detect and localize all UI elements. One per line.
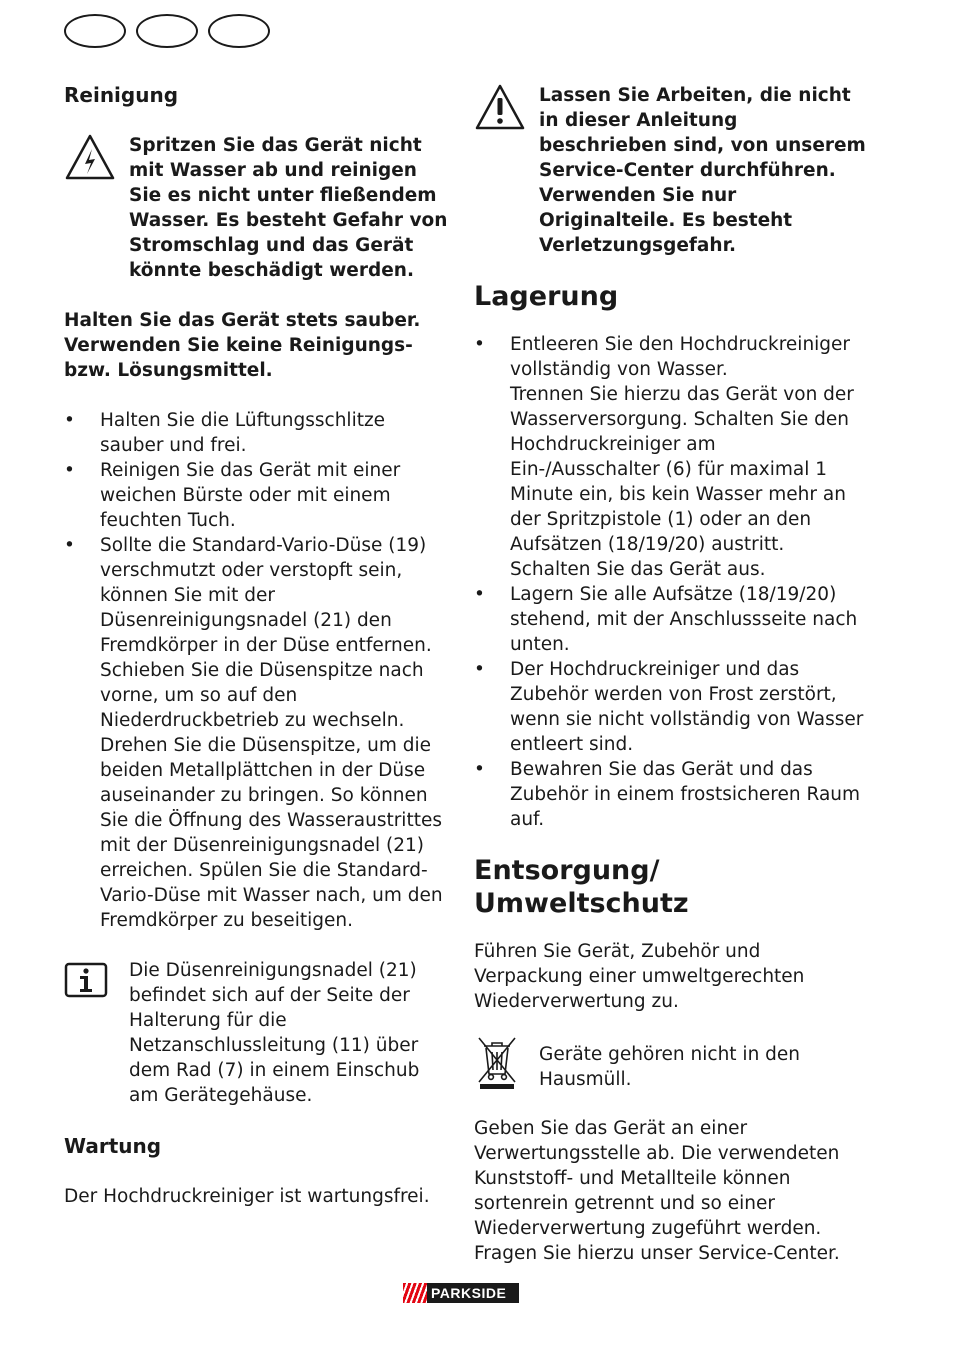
disposal-heading-line: Entsorgung/ [474,855,660,886]
bullet: • [474,659,485,680]
weee-note [474,1032,866,1092]
info-note-text: Die Düsenreinigungsnadel (21) befindet sich auf der Seite der Halterung für die Netzanschlussleitung (11) über dem Rad (7) in einem Einschub am Gerätegehäuse. [129,960,420,1106]
parkside-logo [403,1283,519,1303]
list-item-text: Entleeren Sie den Hochdruckreiniger vollständig von Wasser. [510,334,851,380]
list-item [474,757,866,832]
bullet: • [64,460,75,481]
service-warning [474,83,866,258]
list-item-text: Trennen Sie hierzu das Gerät von der Wasserversorgung. Schalten Sie den Hochdruckreiniger am Ein-/Ausschalter (6) für maximal 1 Minute ein, bis kein Wasser mehr an der Spritzpistole (1) oder an den Aufsätzen (18/19/20) austritt. Schalten Sie das Gerät aus. [510,384,854,580]
language-oval-2 [136,14,198,48]
logo-stripes-icon [403,1283,427,1303]
bullet: • [474,334,485,355]
disposal-text-2: Geben Sie das Gerät an einer Verwertungsstelle ab. Die verwendeten Kunststoff- und Metallteile können sortenrein getrennt und so einer Wiederverwertung zugeführt werden. Fragen Sie hierzu unser Service-Center. [474,1118,840,1264]
bullet: • [64,535,75,556]
list-item [64,533,452,933]
maintenance-text: Der Hochdruckreiniger ist wartungsfrei. [64,1186,430,1207]
keep-clean-instruction [64,308,452,383]
storage-bullet-list [474,332,866,832]
info-note [64,958,452,1108]
list-item [474,657,866,757]
language-code-ovals [64,14,270,48]
language-oval-3 [208,14,270,48]
disposal-heading [474,854,866,920]
list-item-text: Halten Sie die Lüftungsschlitze sauber und frei. [100,410,386,456]
cleaning-heading: Reinigung [64,83,179,107]
keep-clean-line: Verwenden Sie keine Reinigungs- [64,335,413,356]
list-item [474,582,866,657]
service-warning-text: Lassen Sie Arbeiten, die nicht in dieser Anleitung beschrieben sind, von unserem Service-Center durchführen. Verwenden Sie nur Originalteile. Es besteht Verletzungsgefahr. [539,85,866,256]
crossed-bin-icon [474,1032,520,1094]
list-item-text: Der Hochdruckreiniger und das Zubehör werden von Frost zerstört, wenn sie nicht vollständig von Wasser entleert sind. [510,659,864,755]
keep-clean-line: Halten Sie das Gerät stets sauber. [64,310,421,331]
keep-clean-line: bzw. Lösungsmittel. [64,360,273,381]
bullet: • [474,759,485,780]
info-icon [64,962,108,1002]
brand-name: PARKSIDE [431,1285,507,1301]
list-item-text: Reinigen Sie das Gerät mit einer weichen Bürste oder mit einem feuchten Tuch. [100,460,401,531]
bullet: • [474,584,485,605]
list-item [64,408,452,458]
disposal-text: Führen Sie Gerät, Zubehör und Verpackung einer umweltgerechten Wiederverwertung zu. [474,941,805,1012]
warning-triangle-icon [474,83,526,135]
electric-shock-warning-text: Spritzen Sie das Gerät nicht mit Wasser ab und reinigen Sie es nicht unter fließendem Wasser. Es besteht Gefahr von Stromschlag und das Gerät könnte beschädigt werden. [129,135,448,281]
list-item-text: Lagern Sie alle Aufsätze (18/19/20) stehend, mit der Anschlussseite nach unten. [510,584,858,655]
right-column [474,80,866,1266]
electric-shock-warning [64,133,452,283]
bullet: • [64,410,75,431]
electric-hazard-icon [64,133,116,185]
left-column [64,80,452,1209]
list-item-text: Bewahren Sie das Gerät und das Zubehör in einem frostsicheren Raum auf. [510,759,861,830]
list-item [474,332,866,582]
disposal-heading-line: Umweltschutz [474,888,689,919]
list-item [64,458,452,533]
weee-note-text: Geräte gehören nicht in den Hausmüll. [539,1044,801,1090]
list-item-text: Sollte die Standard-Vario-Düse (19) verschmutzt oder verstopft sein, können Sie mit der Düsenreinigungsnadel (21) den Fremdkörper in der Düse entfernen. Schieben Sie die Düsenspitze nach vorne, um so auf den Niederdruckbetrieb zu wechseln. Drehen Sie die Düsenspitze, um die beiden Metallplättchen in der Düse auseinander zu bringen. So können Sie die Öffnung des Wasseraustrittes mit der Düsenreinigungsnadel (21) erreichen. Spülen Sie die Standard-Vario-Düse mit Wasser nach, um den Fremdkörper zu beseitigen. [100,535,443,931]
language-oval-1 [64,14,126,48]
maintenance-heading: Wartung [64,1134,162,1158]
storage-heading: Lagerung [474,281,619,312]
cleaning-bullet-list [64,408,452,933]
